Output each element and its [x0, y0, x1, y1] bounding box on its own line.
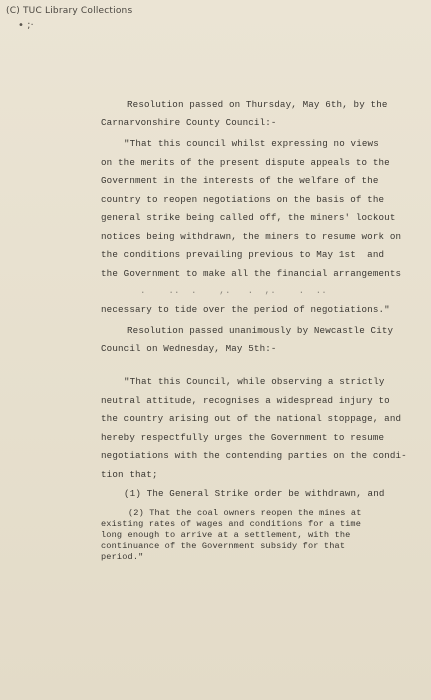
resolution-2-body-line: the country arising out of the national stoppage, and — [101, 413, 402, 424]
condition-2-line: (2) That the coal owners reopen the mines at — [128, 508, 362, 518]
resolution-1-body-line: the Government to make all the financial arrangements — [101, 268, 402, 279]
resolution-1-body-line: on the merits of the present dispute appeals to the — [101, 157, 390, 168]
resolution-1-heading-line-2: Carnarvonshire County Council:- — [101, 117, 277, 128]
condition-2-line: existing rates of wages and conditions for a time — [101, 519, 362, 529]
resolution-2-heading-line-2: Council on Wednesday, May 5th:- — [101, 343, 277, 354]
resolution-2-heading-line-1: Resolution passed unanimously by Newcastle City — [127, 325, 394, 336]
condition-2-line: continuance of the Government subsidy for that — [101, 541, 346, 551]
resolution-2-body-line: tion that; — [101, 469, 158, 480]
resolution-2-body-line: hereby respectfully urges the Government to resume — [101, 432, 385, 443]
condition-2-line: long enough to arrive at a settlement, with the — [101, 530, 351, 540]
condition-2-line: period." — [101, 552, 144, 562]
resolution-1-body-line: "That this council whilst expressing no views — [124, 138, 379, 149]
resolution-2-body-line: negotiations with the contending parties on the condi- — [101, 450, 407, 461]
resolution-1-body-line: country to reopen negotiations on the basis of the — [101, 194, 385, 205]
faint-show-through-text: . .. . ,. . ,. . .. — [140, 285, 327, 296]
resolution-1-body-line: the conditions prevailing previous to May 1st and — [101, 249, 385, 260]
resolution-2-body-line: neutral attitude, recognises a widespread injury to — [101, 395, 390, 406]
resolution-1-body-line: Government in the interests of the welfare of the — [101, 175, 379, 186]
copyright-watermark: (C) TUC Library Collections — [6, 6, 133, 16]
resolution-1-heading-line-1: Resolution passed on Thursday, May 6th, by the — [127, 99, 388, 110]
resolution-1-body-line: notices being withdrawn, the miners to resume work on — [101, 231, 402, 242]
condition-1-line: (1) The General Strike order be withdrawn, and — [124, 488, 385, 499]
resolution-2-body-line: "That this Council, while observing a strictly — [124, 376, 385, 387]
corner-ink-mark: • ;· — [18, 20, 34, 31]
resolution-1-body-line: general strike being called off, the miners' lockout — [101, 212, 396, 223]
resolution-1-body-line: necessary to tide over the period of negotiations." — [101, 304, 390, 315]
